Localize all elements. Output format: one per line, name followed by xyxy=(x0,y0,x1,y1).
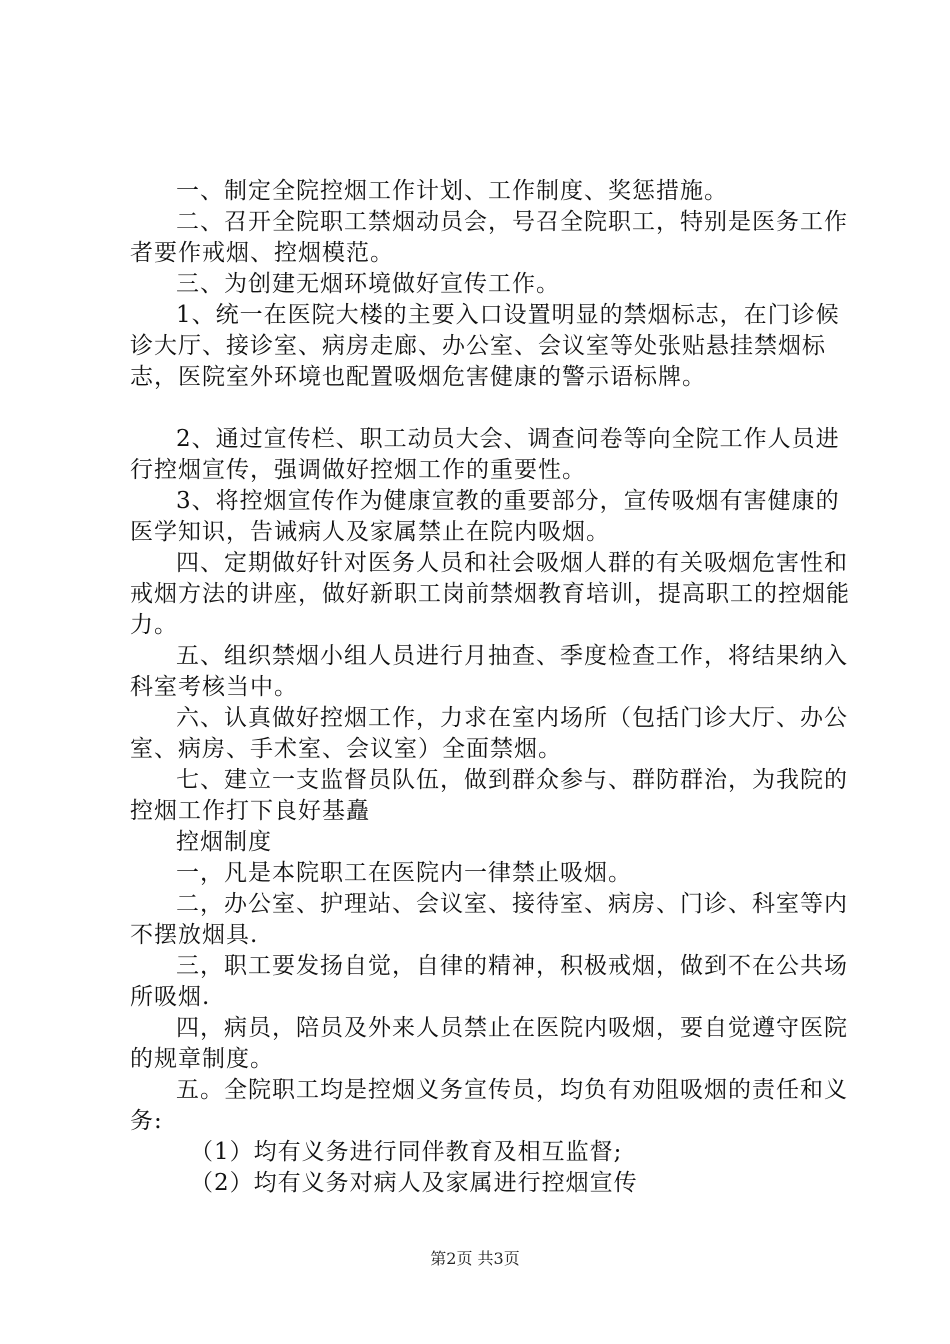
page-number-footer: 第2页 共3页 xyxy=(430,1249,520,1268)
paragraph-6: 3、将控烟宣传作为健康宣教的重要部分，宣传吸烟有害健康的医学知识，告诫病人及家属禁止在院内吸烟。 xyxy=(130,488,840,545)
rule-5-sub-2: （2）均有义务对病人及家属进行控烟宣传 xyxy=(190,1170,638,1196)
paragraph-4: 1、统一在医院大楼的主要入口设置明显的禁烟标志，在门诊候诊大厅、接诊室、病房走廊、办公室、会议室等处张贴悬挂禁烟标志，医院室外环境也配置吸烟危害健康的警示语标牌。 xyxy=(130,302,840,390)
rule-2: 二，办公室、护理站、会议室、接待室、病房、门诊、科室等内不摆放烟具. xyxy=(130,891,848,948)
rule-1: 一，凡是本院职工在医院内一律禁止吸烟。 xyxy=(176,860,632,886)
paragraph-5: 2、通过宣传栏、职工动员大会、调查问卷等向全院工作人员进行控烟宣传，强调做好控烟工作的重要性。 xyxy=(130,426,840,483)
section-heading: 控烟制度 xyxy=(176,829,272,855)
paragraph-3: 三、为创建无烟环境做好宣传工作。 xyxy=(176,271,560,297)
rule-5: 五。全院职工均是控烟义务宣传员，均负有劝阻吸烟的责任和义务: xyxy=(130,1077,848,1134)
paragraph-10: 七、建立一支监督员队伍，做到群众参与、群防群治，为我院的控烟工作打下良好基矗 xyxy=(130,767,848,824)
paragraph-1: 一、制定全院控烟工作计划、工作制度、奖惩措施。 xyxy=(176,178,728,204)
document-body xyxy=(130,176,850,1199)
paragraph-9: 六、认真做好控烟工作，力求在室内场所（包括门诊大厅、办公室、病房、手术室、会议室）全面禁烟。 xyxy=(130,705,848,762)
rule-5-sub-1: （1）均有义务进行同伴教育及相互监督; xyxy=(190,1139,623,1165)
rule-4: 四，病员，陪员及外来人员禁止在医院内吸烟，要自觉遵守医院的规章制度。 xyxy=(130,1015,848,1072)
paragraph-7: 四、定期做好针对医务人员和社会吸烟人群的有关吸烟危害性和戒烟方法的讲座，做好新职工岗前禁烟教育培训，提高职工的控烟能力。 xyxy=(130,550,850,638)
paragraph-8: 五、组织禁烟小组人员进行月抽查、季度检查工作，将结果纳入科室考核当中。 xyxy=(130,643,848,700)
paragraph-2: 二、召开全院职工禁烟动员会，号召全院职工，特别是医务工作者要作戒烟、控烟模范。 xyxy=(130,209,848,266)
rule-3: 三，职工要发扬自觉，自律的精神，积极戒烟，做到不在公共场所吸烟. xyxy=(130,953,848,1010)
